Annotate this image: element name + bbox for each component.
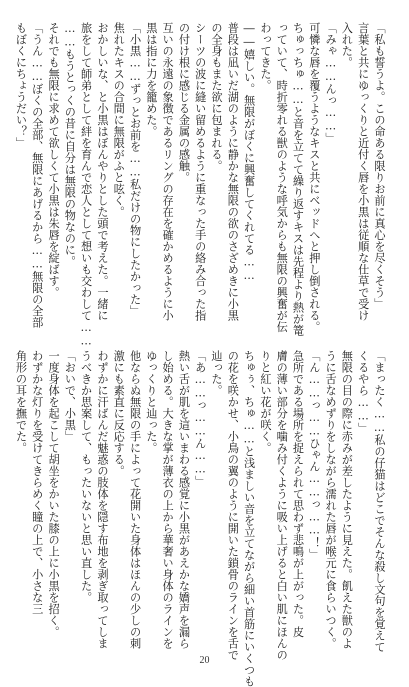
text-line: ゆっくりと辿った。: [144, 350, 158, 454]
text-line: 無限の目の際に赤みが差したように見えた。飢えた獣のよ: [340, 350, 354, 649]
text-line: 互いの永遠の象徴であるリングの存在を確かめるように小: [161, 22, 175, 321]
text-line: くるやら……」: [356, 350, 370, 435]
text-line: 言葉と共にゆっくりと近付く唇を小黒は従順な仕草で受け: [356, 22, 370, 321]
text-line: 「うん……ぼくの全部、無限にあげるから……無限の全部: [30, 22, 44, 329]
text-line: 旅をして師弟として絆を育んで恋人として想いも交わして……: [79, 22, 93, 348]
text-line: し始める。大きな掌が薄衣の上から華奢い身体のラインを: [161, 350, 175, 649]
text-line: うべきか思案して、もったいないと思い直した。: [79, 350, 93, 603]
text-line: わってきた。: [258, 22, 272, 91]
text-line: りと紅い花が咲く。: [258, 350, 272, 454]
text-line: 急所である場所を捉えられて思わず悲鳴が上がった。皮: [291, 350, 305, 638]
text-line: 辿った。: [210, 350, 224, 396]
upper-text-block: [12, 22, 387, 348]
text-line: シーツの波に縫い留めるように重なった手の絡み合った指: [193, 22, 207, 321]
text-line: の付け根に感じる金属の感触。: [177, 22, 191, 183]
text-line: ……もうとっくの昔に自分は無限の物なのに。: [63, 22, 77, 268]
text-line: ちゅっちゅ……と音を立てて繰り返すキスは先程より熱が篭: [291, 22, 305, 337]
text-line: 可憐な唇を覆うようなキスと共にベッドへと押し倒される。: [307, 22, 321, 333]
text-line: 黒は指に力を籠めた。: [144, 22, 158, 137]
text-line: 「おいで、小黒」: [63, 350, 77, 442]
text-line: っていて、時折零れる獣のような呼気からも無限の興奮が伝: [275, 22, 289, 333]
text-line: ――嬉しい。無限がぼくに興奮してくれてる……: [242, 22, 256, 283]
text-line: 激にも素直に反応する。: [112, 350, 126, 477]
text-line: わずかな灯りを受けてきらめく瞳の上で、小さな三: [30, 350, 44, 615]
text-line: 「小黒……ずっとお前を……私だけの物にしたかった」: [128, 22, 142, 317]
text-line: 膚の薄い部分を噛み付くように吸い上げると白い肌にほんの: [275, 350, 289, 661]
text-line: わずかに汗ばんだ魅惑の肢体を隠す布地を剥ぎ取ってしま: [95, 350, 109, 649]
text-line: 「みゃ……んっ……」: [324, 22, 338, 145]
text-line: 「私も誓うよ。この命ある限りお前に真心を尽くそう」: [373, 22, 386, 310]
text-line: それでも無限に求めて欲しくて小黒は朱唇を綻ばす。: [47, 22, 61, 298]
text-line: ちゅぅ、ちゅ……と浅ましい音を立てながら細い首筋にいくつも: [242, 350, 256, 687]
text-line: 焦れたキスの合間に無限がふと呟く。: [112, 22, 126, 218]
text-line: 「ん……っ……ひゃん……っ……！」: [307, 350, 321, 560]
text-line: 「まったく……私の仔猫はどこでそんな殺し文句を覚えて: [373, 350, 386, 653]
text-line: 入れた。: [340, 22, 354, 68]
text-line: うに舌なめずりをしながら濡れた唇が喉元に食らいつく。: [324, 350, 338, 649]
text-line: の花を咲かせ、小鳥の翼のように開いた鎖骨のラインを舌で: [226, 350, 240, 661]
page-number: 20: [199, 655, 210, 666]
text-line: 「あ……っ……ん……」: [193, 350, 207, 488]
text-line: 普段は凪いだ湖のように静かな無限の欲のさざめきに小黒: [226, 22, 240, 321]
text-line: 角形の耳を撫でた。: [14, 350, 28, 454]
text-line: 他ならぬ無限の手によって花開いた身体はほんの少しの刺: [128, 350, 142, 649]
text-line: もぼくにちょうだい？」: [14, 22, 28, 149]
text-line: の全身もまた欲に包まれる。: [210, 22, 224, 172]
text-line: おかしいな、と小黒はぼんやりとした頭で考えた。一緒に: [95, 22, 109, 321]
text-line: 一度身体を起こして胡坐をかいた膝の上に小黒を招く。: [47, 350, 61, 638]
text-line: 熱い舌が肌を這いまわる感覚に小黒があえかな嬌声を漏ら: [177, 350, 191, 649]
